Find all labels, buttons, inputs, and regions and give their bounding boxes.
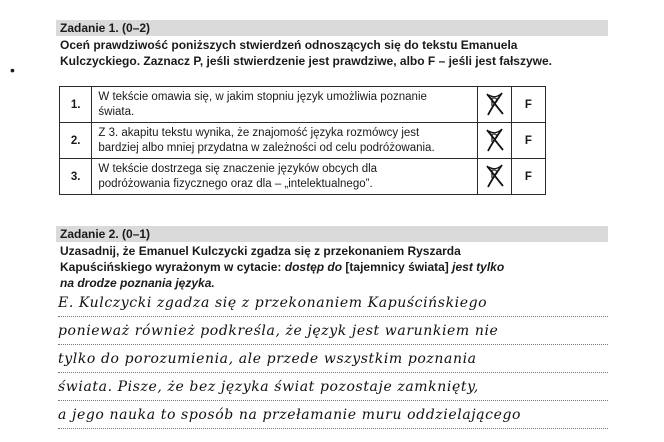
statement-line: Z 3. akapitu tekstu wynika, że znajomość języka rozmówcy jest [98, 126, 420, 139]
task1-instruction-line2: Kulczyckiego. Zaznacz P, jeśli stwierdzenie jest prawdziwe, albo F – jeśli jest fałszywe. [60, 54, 552, 68]
instruction-text: Kapuścińskiego wyrażonym w cytacie: [60, 260, 285, 274]
cross-mark-icon [484, 163, 506, 189]
answer-p-cell[interactable] [477, 123, 511, 159]
answer-line: tylko do porozumienia, ale przede wszystkim poznania [58, 346, 608, 373]
table-row [60, 123, 546, 159]
statement-line: świata. [98, 105, 135, 118]
table-row [60, 87, 546, 123]
task2-instruction-line2 [60, 259, 605, 275]
p-letter: P [490, 169, 498, 181]
ink-speck: • [10, 62, 15, 78]
p-letter: P [490, 133, 498, 145]
answer-line: ponieważ również podkreśla, że język jest warunkiem nie [58, 318, 608, 345]
cross-mark-icon [484, 127, 506, 153]
answer-p-cell[interactable] [477, 159, 511, 195]
answer-f-cell[interactable]: F [511, 159, 545, 195]
answer-p-cell[interactable] [477, 87, 511, 123]
cross-mark-icon [484, 91, 506, 117]
row-number: 2. [60, 123, 92, 159]
statement [92, 123, 477, 159]
answer-line: świata. Pisze, że bez języka świat pozostaje zamknięty, [58, 374, 608, 401]
statement-line: podróżowania fizycznego oraz dla – „intelektualnego”. [98, 177, 373, 190]
task2-header: Zadanie 2. (0–1) [56, 226, 608, 242]
quote-bracket-text: [tajemnicy świata] [345, 260, 449, 274]
table-row [60, 159, 546, 195]
row-number: 3. [60, 159, 92, 195]
statement [92, 87, 477, 123]
task2-instruction-line3: na drodze poznania języka. [60, 276, 215, 290]
answer-f-cell[interactable]: F [511, 123, 545, 159]
task1-header: Zadanie 1. (0–2) [56, 20, 608, 36]
statement-line: bardziej albo mniej przydatna w zależności od celu podróżowania. [98, 141, 435, 154]
p-letter: P [490, 97, 498, 109]
answer-f-cell[interactable]: F [511, 87, 545, 123]
row-number: 1. [60, 87, 92, 123]
task2-instruction-line1: Uzasadnij, że Emanuel Kulczycki zgadza się z przekonaniem Ryszarda [60, 244, 461, 258]
statement-line: W tekście omawia się, w jakim stopniu język umożliwia poznanie [98, 90, 427, 103]
answer-line: E. Kulczycki zgadza się z przekonaniem Kapuścińskiego [58, 290, 608, 317]
statement [92, 159, 477, 195]
true-false-table [59, 86, 546, 195]
quote-text: dostęp do [284, 260, 346, 274]
statement-line: W tekście dostrzega się znaczenie języków obcych dla [98, 162, 378, 175]
task1-instruction-line1: Oceń prawdziwość poniższych stwierdzeń odnoszących się do tekstu Emanuela [60, 38, 518, 52]
quote-text: jest tylko [448, 260, 505, 274]
answer-line: a jego nauka to sposób na przełamanie muru oddzielającego [58, 402, 608, 429]
